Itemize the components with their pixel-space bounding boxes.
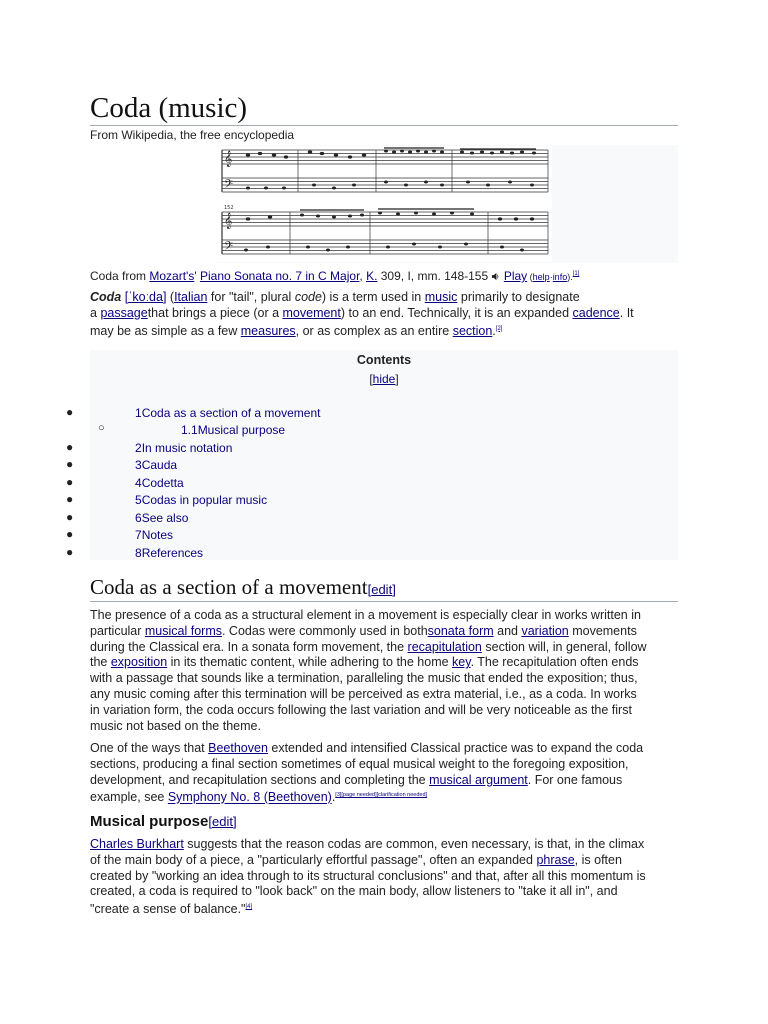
variation-link[interactable]: variation bbox=[521, 623, 569, 638]
section-link[interactable]: section bbox=[452, 323, 493, 338]
toc-item-4[interactable]: 4Codetta bbox=[135, 476, 184, 490]
toc-bullet: ● bbox=[66, 457, 74, 471]
burkhart-link[interactable]: Charles Burkhart bbox=[90, 837, 184, 851]
toc-item-1[interactable]: 1Coda as a section of a movement bbox=[135, 406, 321, 420]
kochel-link[interactable]: K. bbox=[366, 269, 378, 283]
toc-item-3[interactable]: 3Cauda bbox=[135, 458, 178, 472]
key-link[interactable]: key bbox=[452, 655, 471, 670]
mozart-link[interactable]: Mozart's bbox=[149, 269, 195, 283]
help-link[interactable]: help bbox=[532, 272, 550, 282]
ref-3[interactable]: [3] bbox=[335, 792, 342, 799]
svg-text:𝄞: 𝄞 bbox=[224, 213, 233, 229]
cadence-link[interactable]: cadence bbox=[572, 305, 620, 320]
symphony-8-link[interactable]: Symphony No. 8 (Beethoven) bbox=[167, 790, 332, 805]
edit-section-1[interactable]: edit bbox=[371, 582, 393, 597]
passage-link[interactable]: passage bbox=[100, 305, 148, 320]
toc-bullet: ● bbox=[66, 510, 74, 524]
toc-bullet: ● bbox=[66, 405, 74, 419]
toc-bullet: ● bbox=[66, 527, 74, 541]
movement-link[interactable]: movement bbox=[282, 305, 341, 320]
toc-item-5[interactable]: 5Codas in popular music bbox=[135, 493, 268, 507]
title-rule bbox=[90, 125, 678, 126]
page-needed-link[interactable]: [page needed] bbox=[341, 792, 377, 799]
toc-bullet: ● bbox=[66, 440, 74, 454]
section-heading-musical-purpose: Musical purpose[edit] bbox=[90, 813, 237, 830]
phrase-link[interactable]: phrase bbox=[536, 852, 575, 867]
section1-paragraph1: The presence of a coda as a structural element in a movement is especially clear in works written in particular musical forms. Codas were commonly used in bothsonata form and variation movements during the Classical era. In a sonata form movement, the recapitulation section will, in general, follow the exposition in its thematic content, while adhering to the home key. The recapitulation often ends with a passage that sounds like a termination, paralleling the music that ended the exposition; thus, any music coming after this termination will be perceived as extra material, i.e., as a coda. In works in variation form, the coda occurs following the last variation and will be very noticeable as the first music not based on the theme. bbox=[90, 608, 647, 733]
section1-paragraph2: One of the ways that Beethoven extended and intensified Classical practice was to expand the coda sections, producing a final section sometimes of equal musical weight to the foregoing exposition, development, and recapitulation sections and completing the musical argument. For one famous example, see Symphony No. 8 (Beethoven).[3][page needed][clarification needed] bbox=[90, 741, 644, 805]
ipa-link[interactable]: [ˈkoːda] bbox=[124, 290, 167, 304]
toc-hide: [hide] bbox=[369, 372, 399, 386]
exposition-link[interactable]: exposition bbox=[110, 655, 168, 670]
musical-forms-link[interactable]: musical forms bbox=[144, 623, 222, 638]
lead-paragraph: Coda [ˈkoːda] (Italian for "tail", plural code) is a term used in music primarily to designate a passagethat brings a piece (or a movement) to an end. Technically, it is an expanded cadence. It may be as simple as a few measures, or as complex as an entire section.[2] bbox=[90, 290, 634, 338]
music-link[interactable]: music bbox=[424, 290, 458, 304]
ref-4[interactable]: [4] bbox=[245, 904, 253, 911]
toc-item-2[interactable]: 2In music notation bbox=[135, 441, 233, 455]
toc-item-7[interactable]: 7Notes bbox=[135, 528, 174, 542]
tagline: From Wikipedia, the free encyclopedia bbox=[90, 128, 295, 142]
section2-paragraph: Charles Burkhart suggests that the reason codas are common, even necessary, is that, in the climax of the main body of a piece, a "particularly effortful passage", often an expanded phrase, is often created by "working an idea through to its structural conclusions" and that, after all this momentum is created, a coda is required to "look back" on the main body, allow listeners to "take it all in", and "create a sense of balance."[4] bbox=[90, 837, 646, 917]
edit-section-2[interactable]: edit bbox=[211, 814, 233, 829]
speaker-icon[interactable] bbox=[491, 272, 500, 281]
toc-item-1-1[interactable]: 1.1Musical purpose bbox=[181, 423, 286, 437]
svg-text:𝄢: 𝄢 bbox=[224, 240, 234, 256]
page-title: Coda (music) bbox=[90, 92, 248, 124]
section-heading-coda-movement: Coda as a section of a movement[edit] bbox=[90, 575, 396, 599]
section-rule bbox=[90, 601, 678, 602]
toc-bullet: ● bbox=[66, 475, 74, 489]
measures-link[interactable]: measures bbox=[240, 323, 296, 338]
toc-bullet: ● bbox=[66, 492, 74, 506]
sheet-music-icon bbox=[218, 146, 552, 262]
recapitulation-link[interactable]: recapitulation bbox=[407, 639, 482, 654]
beethoven-link[interactable]: Beethoven bbox=[208, 741, 268, 755]
sonata-link[interactable]: Piano Sonata no. 7 in C Major bbox=[199, 269, 360, 283]
ref-1[interactable]: [1] bbox=[572, 271, 580, 277]
sonata-form-link[interactable]: sonata form bbox=[427, 623, 494, 638]
musical-argument-link[interactable]: musical argument bbox=[429, 772, 528, 787]
svg-text:𝄢: 𝄢 bbox=[224, 178, 234, 194]
svg-text:𝄞: 𝄞 bbox=[224, 151, 233, 167]
score-image[interactable] bbox=[218, 146, 552, 262]
toc-bullet-sub: ○ bbox=[98, 422, 105, 434]
toc-hide-button[interactable]: hide bbox=[372, 372, 396, 386]
clarification-needed-link[interactable]: [clarification needed] bbox=[376, 792, 428, 799]
image-caption: Coda from Mozart's' Piano Sonata no. 7 in C Major, K. 309, I, mm. 148-155 Play (help·info).[1] bbox=[90, 269, 580, 283]
toc-bullet: ● bbox=[66, 545, 74, 559]
italian-link[interactable]: Italian bbox=[174, 290, 208, 304]
ref-2[interactable]: [2] bbox=[495, 325, 503, 332]
toc-item-8[interactable]: 8References bbox=[135, 546, 204, 560]
toc-title: Contents bbox=[356, 353, 412, 367]
svg-text:152: 152 bbox=[224, 205, 234, 211]
toc-item-6[interactable]: 6See also bbox=[135, 511, 189, 525]
play-link[interactable]: Play bbox=[503, 269, 528, 283]
info-link[interactable]: info bbox=[552, 272, 568, 282]
